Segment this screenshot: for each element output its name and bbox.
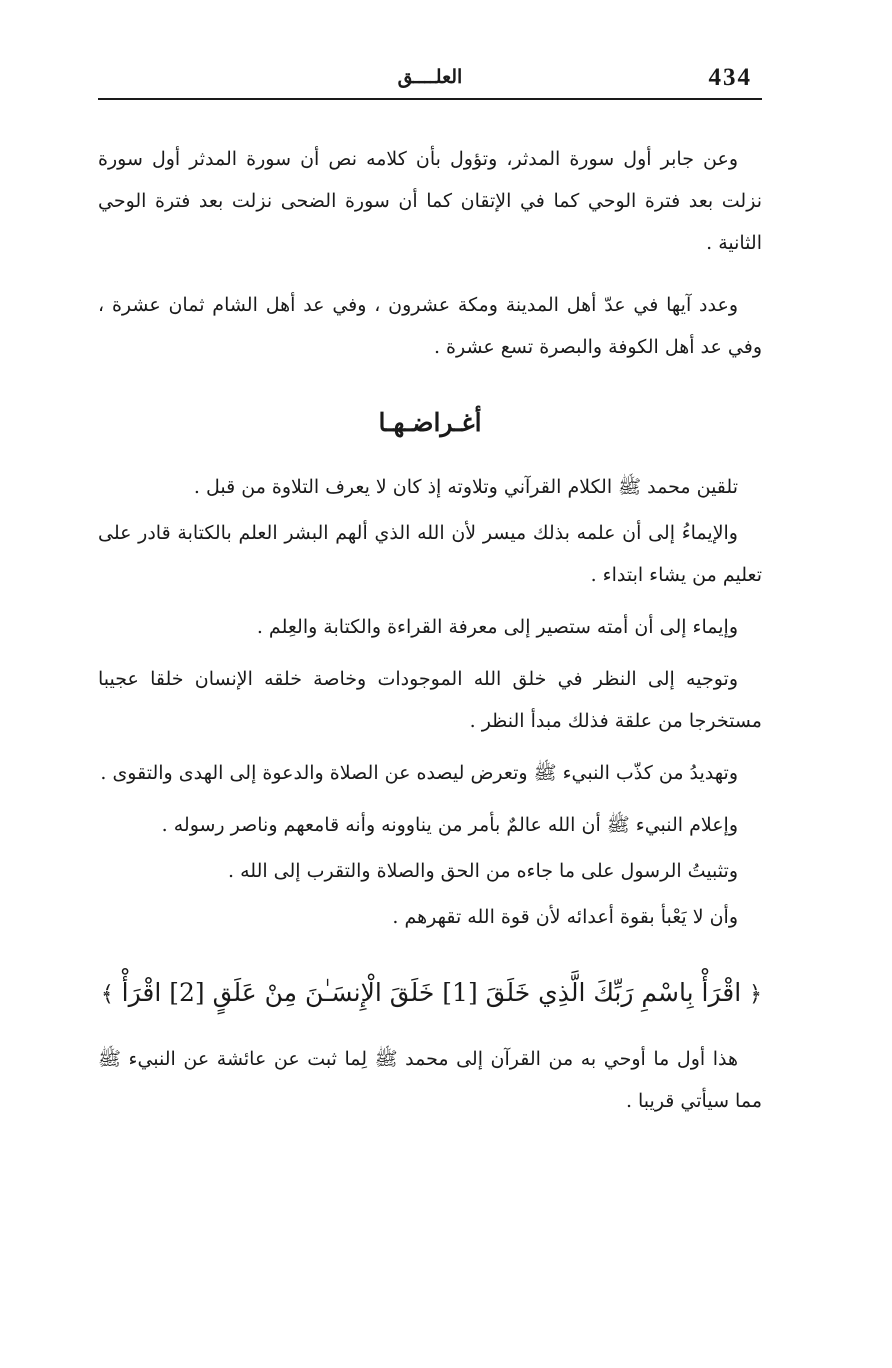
quran-verse bbox=[98, 968, 762, 1020]
header-rule bbox=[98, 98, 762, 100]
closing-paragraph: هذا أول ما أوحي به من القرآن إلى محمد ﷺ لِما ثبت عن عائشة عن النبيء ﷺ مما سيأتي قريبا . bbox=[98, 1048, 762, 1112]
purpose-item: والإيماءُ إلى أن علمه بذلك ميسر لأن الله الذي ألهم البشر العلم بالكتابة قادر على تعليم من يشاء ابتداء . bbox=[98, 522, 762, 586]
purpose-item: وإعلام النبيء ﷺ أن الله عالمٌ بأمر من يناوونه وأنه قامعهم وناصر رسوله . bbox=[161, 814, 738, 836]
page-body bbox=[98, 138, 762, 1122]
purpose-item: وتثبيتُ الرسول على ما جاءه من الحق والصلاة والتقرب إلى الله . bbox=[228, 860, 738, 882]
purpose-item: تلقين محمد ﷺ الكلام القرآني وتلاوته إذ كان لا يعرف التلاوة من قبل . bbox=[193, 476, 738, 498]
purpose-item: وإيماء إلى أن أمته ستصير إلى معرفة القراءة والكتابة والعِلم . bbox=[256, 616, 738, 638]
page-number: 434 bbox=[708, 64, 752, 91]
purpose-item: وتوجيه إلى النظر في خلق الله الموجودات وخاصة خلقه الإنسان خلقا عجيبا مستخرجا من علقة فذلك مبدأ النظر . bbox=[98, 668, 762, 732]
verse-count-paragraph: وعدد آيها في عدّ أهل المدينة ومكة عشرون ، وفي عد أهل الشام ثمان عشرة ، وفي عد أهل الكوفة والبصرة تسع عشرة . bbox=[98, 294, 762, 358]
section-heading: أغـراضـهـا bbox=[378, 408, 482, 437]
verse-text: اقْرَأْ بِاسْمِ رَبِّكَ الَّذِي خَلَقَ [1] خَلَقَ الْإِنسَـٰنَ مِنْ عَلَقٍ [2] اقْرَأْ bbox=[121, 978, 742, 1007]
page-header bbox=[98, 60, 762, 100]
verse-close-ornament: ﴾ bbox=[100, 982, 114, 1007]
purpose-item: وتهديدُ من كذّب النبيء ﷺ وتعرض ليصده عن الصلاة والدعوة إلى الهدى والتقوى . bbox=[100, 762, 738, 784]
intro-paragraph: وعن جابر أول سورة المدثر، وتؤول بأن كلامه نص أن سورة المدثر أول سورة نزلت بعد فترة الوحي كما في الإتقان كما أن سورة الضحى نزلت بعد فترة الوحي الثانية . bbox=[98, 148, 762, 254]
verse-open-ornament: ﴿ bbox=[749, 982, 762, 1007]
purpose-item: وأن لا يَعْبأ بقوة أعدائه لأن قوة الله تقهرهم . bbox=[392, 906, 738, 928]
running-title: العلــــق bbox=[397, 66, 463, 88]
